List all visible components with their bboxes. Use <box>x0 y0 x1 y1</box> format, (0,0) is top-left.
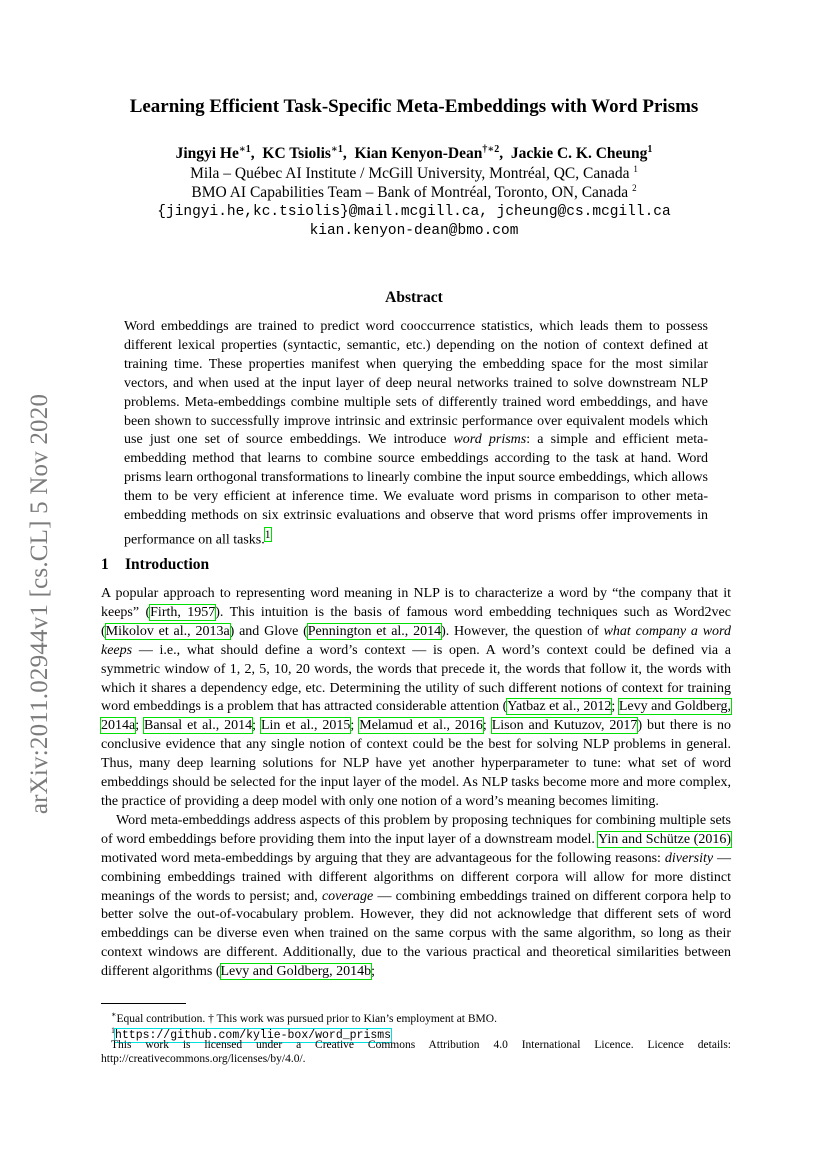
footnote-license: This work is licensed under a Creative Commons Attribution 4.0 International Licence. Licence details: http://creativecommons.org/licenses/by/4.0/. <box>101 1039 731 1065</box>
abstract-heading: Abstract <box>385 289 443 306</box>
author: Jackie C. K. Cheung$^1$ <box>510 144 653 163</box>
citation-link[interactable]: Yin and Schütze (2016) <box>598 831 731 847</box>
section-number: 1 <box>101 556 109 573</box>
footnote-divider <box>101 1003 186 1004</box>
citation-link[interactable]: Lin et al., 2015 <box>260 718 351 734</box>
citation-link[interactable]: Pennington et al., 2014 <box>307 623 442 639</box>
paragraph: Word meta-embeddings address aspects of this problem by proposing techniques for combining multiple sets of word embeddings before providing them into the input layer of a downstream model. Yin and Schütze (2016) motivated word meta-embeddings by arguing that they are advantageous for the following reasons: diversity — combining embeddings trained with different algorithms on different corpora will allow for more distinct meanings of the words to persist; and, coverage — combining embeddings trained on different corpora help to better solve the out-of-vocabulary problem. However, they did not acknowledge that different sets of word embeddings can be diverse even when trained on the same corpus with the same algorithm, so long as their context windows are different. Additionally, due to the various practical and theoretical similarities between different algorithms (Levy and Goldberg, 2014b; <box>101 812 732 980</box>
author: Kian Kenyon-Dean$^{\dagger∗2}$ <box>354 144 500 163</box>
author-email: kian.kenyon-dean@bmo.com <box>309 223 519 239</box>
footnote-equal-contribution: ∗Equal contribution. † This work was pursued prior to Kian’s employment at BMO. <box>111 1010 497 1025</box>
affiliation: Mila – Québec AI Institute / McGill University, Montréal, QC, Canada $^1$ <box>190 164 638 183</box>
author-list: Jingyi $He^{∗1}$, KC Tsiolis$^{∗1}$, Kian Kenyon-Dean$^{\dagger∗2}$, Jackie C. K. Cheung$^1$ <box>175 144 653 163</box>
citation-link[interactable]: Bansal et al., 2014 <box>144 718 253 734</box>
author: KC Tsiolis$^{∗1}$ <box>262 144 343 163</box>
citation-link[interactable]: Mikolov et al., 2013a <box>105 623 230 639</box>
citation-link[interactable]: Melamud et al., 2016 <box>359 718 483 734</box>
body-text <box>101 585 731 982</box>
author-emails: {jingyi.he,kc.tsiolis}@mail.mcgill.ca, jcheung@cs.mcgill.ca <box>157 204 671 220</box>
arxiv-id: arXiv:2011.02944v1 [cs.CL] 5 Nov 2020 <box>26 393 54 815</box>
author: Jingyi $He^{∗1}$ <box>175 144 251 163</box>
code-url-link[interactable]: https://github.com/kylie-box/word_prisms <box>115 1028 392 1042</box>
citation-link[interactable]: Yatbaz et al., 2012 <box>507 699 612 715</box>
citation-link[interactable]: Lison and Kutuzov, 2017 <box>491 718 638 734</box>
abstract-text: Word embeddings are trained to predict word cooccurrence statistics, which leads them to possess different lexical properties (syntactic, semantic, etc.) depending on the notion of context defined at training time. These properties manifest when querying the embedding space for the most similar vectors, and when used at the input layer of deep neural networks trained to solve downstream NLP problems. Meta-embeddings combine multiple sets of differently trained word embeddings, and have been shown to successfully improve intrinsic and extrinsic performance over equivalent models which use just one set of source embeddings. We introduce word prisms: a simple and efficient meta-embedding method that learns to combine source embeddings according to the task at hand. Word prisms learn orthogonal transformations to linearly combine the input source embeddings, which allows them to be very efficient at inference time. We evaluate word prisms in comparison to other meta-embedding methods on six extrinsic evaluations and observe that word prisms offer improvements in performance on all tasks.$^1$ <box>124 319 708 548</box>
section-heading <box>101 556 209 574</box>
footnote-link[interactable]: 1 <box>264 527 271 541</box>
affiliation: BMO AI Capabilities Team – Bank of Montréal, Toronto, ON, Canada $^2$ <box>191 183 637 202</box>
paragraph: A popular approach to representing word meaning in NLP is to characterize a word by “the company that it keeps” (Firth, 1957). This intuition is the basis of famous word embedding techniques such as Word2vec (Mikolov et al., 2013a) and Glove (Pennington et al., 2014). However, the question of what company a word keeps — i.e., what should define a word’s context — is open. A word’s context could be defined via a symmetric window of 1, 2, 5, 10, 20 words, the words that precede it, the words that follow it, the words with which it shares a dependency edge, etc. Determining the utility of such different notions of context for training word embeddings is a problem that has attracted considerable attention (Yatbaz et al., 2012; Levy and Goldberg, 2014a; Bansal et al., 2014; Lin et al., 2015; Melamud et al., 2016; Lison and Kutuzov, 2017) but there is no conclusive evidence that any single notion of context could be the best for solving NLP problems in general. Thus, many deep learning solutions for NLP have yet another hyperparameter to tune: what set of word embeddings should be selected for the input layer of the model. As NLP tasks become more and more complex, the practice of providing a deep model with only one notion of a word’s meaning becomes limiting. <box>101 586 732 809</box>
citation-link[interactable]: Levy and Goldberg, 2014a <box>101 699 731 734</box>
footnote-code-url: $^1$https://github.com/kylie-box/word_prisms <box>111 1026 392 1042</box>
section-title: Introduction <box>125 556 210 573</box>
citation-link[interactable]: Firth, 1957 <box>150 604 216 620</box>
arxiv-stamp <box>20 365 60 843</box>
citation-link[interactable]: Levy and Goldberg, 2014b <box>220 964 372 980</box>
paper-title: Learning Efficient Task-Specific Meta-Embeddings with Word Prisms <box>129 96 699 117</box>
